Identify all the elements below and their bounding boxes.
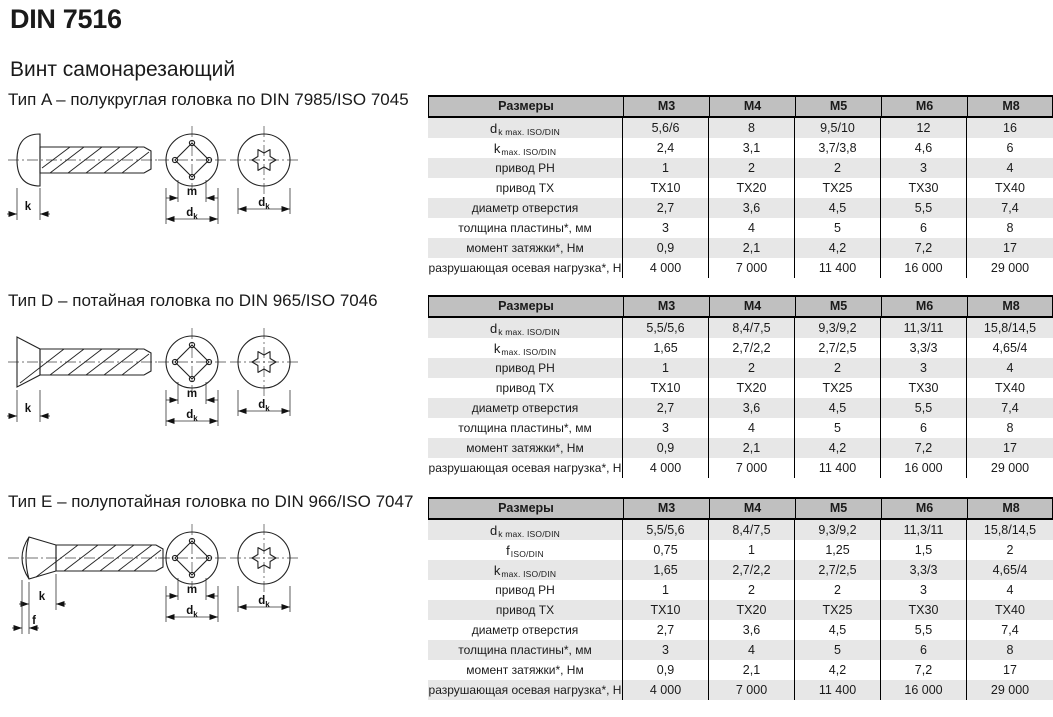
table-cell: 2,7 [623, 398, 709, 418]
table-cell: 11 400 [795, 680, 881, 700]
row-label: разрушающая осевая нагрузка*, Н [428, 458, 623, 478]
table-row [428, 318, 1053, 338]
phillips-recess-view [158, 524, 226, 622]
row-label: привод PH [428, 158, 623, 178]
table-row [428, 138, 1053, 158]
table-cell: 7 000 [709, 458, 795, 478]
table-cell: 4 [1006, 361, 1014, 375]
table-cell: 3 [881, 358, 967, 378]
column-header: M8 [1002, 501, 1020, 516]
table-row [428, 258, 1053, 278]
section-e-heading: Тип E – полупотайная головка по DIN 966/ISO 7047 [8, 492, 414, 511]
row-label: d k max. ISO/DIN [428, 520, 623, 540]
table-cell: 5,5 [881, 398, 967, 418]
table-cell: 3 [881, 580, 967, 600]
column-header: M5 [796, 297, 882, 316]
table-row [428, 378, 1053, 398]
table-type-d [428, 295, 1053, 478]
table-cell: 4 [1006, 583, 1014, 597]
row-label: d k max. ISO/DIN [428, 118, 623, 138]
dim-label-dk: dk [258, 595, 270, 609]
table-cell: 17 [1003, 663, 1017, 677]
column-header-sizes: Размеры [429, 97, 624, 116]
page-title: DIN 7516 [10, 4, 122, 34]
table-cell: 4,5 [795, 198, 881, 218]
row-label: момент затяжки*, Нм [428, 238, 623, 258]
table-cell: 3,3/3 [881, 560, 967, 580]
page-subtitle: Винт самонарезающий [10, 58, 236, 81]
row-label: привод PH [428, 358, 623, 378]
table-cell: 2,1 [709, 660, 795, 680]
table-cell: 9,5/10 [795, 118, 881, 138]
table-cell: 2,7 [623, 198, 709, 218]
table-cell: 1 [709, 540, 795, 560]
table-cell: 4 [1006, 161, 1014, 175]
table-cell: 29 000 [990, 461, 1030, 475]
table-cell: 1 [623, 158, 709, 178]
table-cell: 7 000 [709, 680, 795, 700]
table-row [428, 118, 1053, 138]
table-cell: 2,1 [709, 238, 795, 258]
table-cell: 1,65 [623, 338, 709, 358]
phillips-recess-view [158, 328, 226, 426]
column-header: M3 [624, 97, 710, 116]
table-cell: 2 [1006, 543, 1014, 557]
dim-label-dk: dk [258, 197, 270, 211]
type-e-side-view [8, 537, 170, 634]
table-cell: 2 [709, 580, 795, 600]
torx-recess-view [230, 328, 298, 416]
dim-label-dk: dk [186, 605, 198, 619]
table-header-row [428, 95, 1053, 118]
column-header: M5 [796, 499, 882, 518]
row-label: привод PH [428, 580, 623, 600]
table-cell: 5,5 [881, 198, 967, 218]
column-header-sizes: Размеры [429, 499, 624, 518]
table-cell: TX10 [623, 600, 709, 620]
table-cell: 7,4 [1001, 623, 1019, 637]
column-header: M3 [624, 297, 710, 316]
table-row [428, 520, 1053, 540]
table-cell: 3,3/3 [881, 338, 967, 358]
table-cell: 0,75 [623, 540, 709, 560]
table-row [428, 418, 1053, 438]
dim-label-dk: dk [258, 399, 270, 413]
table-row [428, 438, 1053, 458]
row-label: диаметр отверстия [428, 620, 623, 640]
table-row [428, 398, 1053, 418]
dim-label-k: k [24, 403, 32, 415]
table-cell: 16 000 [881, 258, 967, 278]
table-cell: 3 [881, 158, 967, 178]
column-header: M3 [624, 499, 710, 518]
row-label: разрушающая осевая нагрузка*, Н [428, 258, 623, 278]
table-cell: 15,8/14,5 [983, 321, 1037, 335]
table-cell: 4,5 [795, 620, 881, 640]
table-cell: 6 [881, 418, 967, 438]
table-cell: 3 [623, 418, 709, 438]
table-cell: 3 [623, 218, 709, 238]
table-cell: 5 [795, 418, 881, 438]
section-a-heading: Тип A – полукруглая головка по DIN 7985/ISO 7045 [8, 90, 409, 109]
table-row [428, 600, 1053, 620]
table-cell: 11 400 [795, 458, 881, 478]
table-cell: 4 000 [623, 258, 709, 278]
table-cell: TX20 [709, 178, 795, 198]
type-d-side-view [7, 337, 160, 422]
row-label: момент затяжки*, Нм [428, 438, 623, 458]
table-cell: 4,6 [881, 138, 967, 158]
table-cell: 4 [709, 640, 795, 660]
dim-label-dk: dk [186, 207, 198, 221]
column-header: M4 [710, 297, 796, 316]
table-row [428, 660, 1053, 680]
table-row [428, 178, 1053, 198]
table-row [428, 218, 1053, 238]
dim-label-k: k [24, 201, 32, 213]
table-cell: 5,5/5,6 [623, 520, 709, 540]
table-cell: 4,65/4 [992, 341, 1028, 355]
table-cell: 3,6 [709, 620, 795, 640]
table-cell: 7 000 [709, 258, 795, 278]
dim-label-m: m [186, 584, 198, 596]
table-cell: 4,2 [795, 660, 881, 680]
table-cell: 16 000 [881, 680, 967, 700]
table-cell: 5,6/6 [623, 118, 709, 138]
table-cell: 11,3/11 [881, 520, 967, 540]
table-cell: 8,4/7,5 [709, 318, 795, 338]
table-cell: 5 [795, 640, 881, 660]
table-cell: 3 [623, 640, 709, 660]
table-cell: 5 [795, 218, 881, 238]
table-cell: 16 000 [881, 458, 967, 478]
table-cell: 17 [1003, 441, 1017, 455]
column-header: M5 [796, 97, 882, 116]
table-row [428, 198, 1053, 218]
row-label: толщина пластины*, мм [428, 218, 623, 238]
table-cell: TX30 [881, 378, 967, 398]
table-cell: 7,2 [881, 660, 967, 680]
torx-recess-view [230, 524, 298, 612]
table-cell: 7,2 [881, 238, 967, 258]
table-cell: 4,2 [795, 438, 881, 458]
table-cell: TX25 [795, 378, 881, 398]
table-cell: 5,5/5,6 [623, 318, 709, 338]
table-cell: 8 [709, 118, 795, 138]
table-cell: 0,9 [623, 438, 709, 458]
table-cell: 7,4 [1001, 201, 1019, 215]
column-header-sizes: Размеры [429, 297, 624, 316]
table-cell: 9,3/9,2 [795, 520, 881, 540]
table-cell: 4 [709, 418, 795, 438]
row-label: f ISO/DIN [428, 540, 623, 560]
table-cell: 4 000 [623, 458, 709, 478]
row-label: привод TX [428, 600, 623, 620]
table-cell: TX10 [623, 378, 709, 398]
table-cell: 29 000 [990, 261, 1030, 275]
table-row [428, 238, 1053, 258]
table-cell: TX20 [709, 378, 795, 398]
table-cell: 5,5 [881, 620, 967, 640]
row-label: привод TX [428, 178, 623, 198]
table-cell: 0,9 [623, 660, 709, 680]
table-cell: 4 000 [623, 680, 709, 700]
table-cell: 2,1 [709, 438, 795, 458]
column-header: M6 [882, 97, 968, 116]
table-header-row [428, 497, 1053, 520]
type-d-drawing [6, 320, 426, 455]
row-label: диаметр отверстия [428, 198, 623, 218]
row-label: d k max. ISO/DIN [428, 318, 623, 338]
row-label: привод TX [428, 378, 623, 398]
table-cell: TX30 [881, 178, 967, 198]
table-cell: TX25 [795, 600, 881, 620]
table-cell: 1,25 [795, 540, 881, 560]
row-label: толщина пластины*, мм [428, 640, 623, 660]
table-cell: 3,6 [709, 198, 795, 218]
table-cell: 3,6 [709, 398, 795, 418]
table-cell: 11,3/11 [881, 318, 967, 338]
row-label: k max. ISO/DIN [428, 338, 623, 358]
table-row [428, 580, 1053, 600]
table-cell: 4,65/4 [992, 563, 1028, 577]
table-cell: 3,7/3,8 [795, 138, 881, 158]
table-cell: TX25 [795, 178, 881, 198]
table-cell: TX20 [709, 600, 795, 620]
table-cell: TX10 [623, 178, 709, 198]
table-cell: 2,7 [623, 620, 709, 640]
table-cell: 1,65 [623, 560, 709, 580]
row-label: момент затяжки*, Нм [428, 660, 623, 680]
table-cell: TX40 [995, 603, 1025, 617]
table-cell: 17 [1003, 241, 1017, 255]
table-cell: 2 [709, 358, 795, 378]
torx-recess-view [230, 126, 298, 214]
table-cell: 0,9 [623, 238, 709, 258]
table-cell: 8 [1006, 643, 1014, 657]
column-header: M4 [710, 97, 796, 116]
type-a-side-view [7, 134, 160, 220]
table-cell: 12 [881, 118, 967, 138]
table-cell: 2 [795, 358, 881, 378]
column-header: M8 [1002, 299, 1020, 314]
table-cell: 2 [709, 158, 795, 178]
table-cell: TX40 [995, 381, 1025, 395]
table-cell: 2,7/2,5 [795, 338, 881, 358]
table-cell: 6 [1006, 141, 1014, 155]
table-cell: 4,5 [795, 398, 881, 418]
table-row [428, 680, 1053, 700]
table-cell: TX30 [881, 600, 967, 620]
table-row [428, 458, 1053, 478]
table-cell: 15,8/14,5 [983, 523, 1037, 537]
dim-label-dk: dk [186, 409, 198, 423]
table-cell: 6 [881, 640, 967, 660]
table-cell: 2 [795, 580, 881, 600]
table-cell: 2,4 [623, 138, 709, 158]
dim-label-f: f [32, 615, 36, 627]
table-cell: 8 [1006, 221, 1014, 235]
table-cell: 1 [623, 358, 709, 378]
table-header-row [428, 295, 1053, 318]
table-row [428, 338, 1053, 358]
section-d-heading: Тип D – потайная головка по DIN 965/ISO 7046 [8, 291, 378, 310]
table-cell: 7,2 [881, 438, 967, 458]
dim-label-m: m [186, 388, 198, 400]
column-header: M8 [1002, 99, 1020, 114]
table-row [428, 158, 1053, 178]
phillips-recess-view [158, 126, 226, 224]
table-cell: 4 [709, 218, 795, 238]
column-header: M6 [882, 499, 968, 518]
column-header: M6 [882, 297, 968, 316]
table-cell: 29 000 [990, 683, 1030, 697]
column-header: M4 [710, 499, 796, 518]
table-cell: 1 [623, 580, 709, 600]
dim-label-m: m [186, 186, 198, 198]
table-type-e [428, 497, 1053, 700]
dim-label-k: k [38, 591, 46, 603]
table-cell: 2,7/2,2 [709, 338, 795, 358]
table-cell: 6 [881, 218, 967, 238]
table-row [428, 620, 1053, 640]
table-cell: 8,4/7,5 [709, 520, 795, 540]
table-row [428, 358, 1053, 378]
table-cell: 3,1 [709, 138, 795, 158]
table-row [428, 640, 1053, 660]
table-cell: 2 [795, 158, 881, 178]
table-cell: 2,7/2,5 [795, 560, 881, 580]
table-cell: 16 [1003, 121, 1017, 135]
table-cell: 11 400 [795, 258, 881, 278]
table-cell: 8 [1006, 421, 1014, 435]
row-label: k max. ISO/DIN [428, 560, 623, 580]
row-label: разрушающая осевая нагрузка*, Н [428, 680, 623, 700]
type-a-drawing [6, 118, 426, 253]
table-cell: 7,4 [1001, 401, 1019, 415]
row-label: k max. ISO/DIN [428, 138, 623, 158]
table-type-a [428, 95, 1053, 278]
table-cell: 1,5 [881, 540, 967, 560]
table-cell: 9,3/9,2 [795, 318, 881, 338]
table-row [428, 540, 1053, 560]
table-cell: TX40 [995, 181, 1025, 195]
type-e-drawing [6, 516, 426, 646]
table-cell: 4,2 [795, 238, 881, 258]
table-row [428, 560, 1053, 580]
row-label: толщина пластины*, мм [428, 418, 623, 438]
row-label: диаметр отверстия [428, 398, 623, 418]
table-cell: 2,7/2,2 [709, 560, 795, 580]
